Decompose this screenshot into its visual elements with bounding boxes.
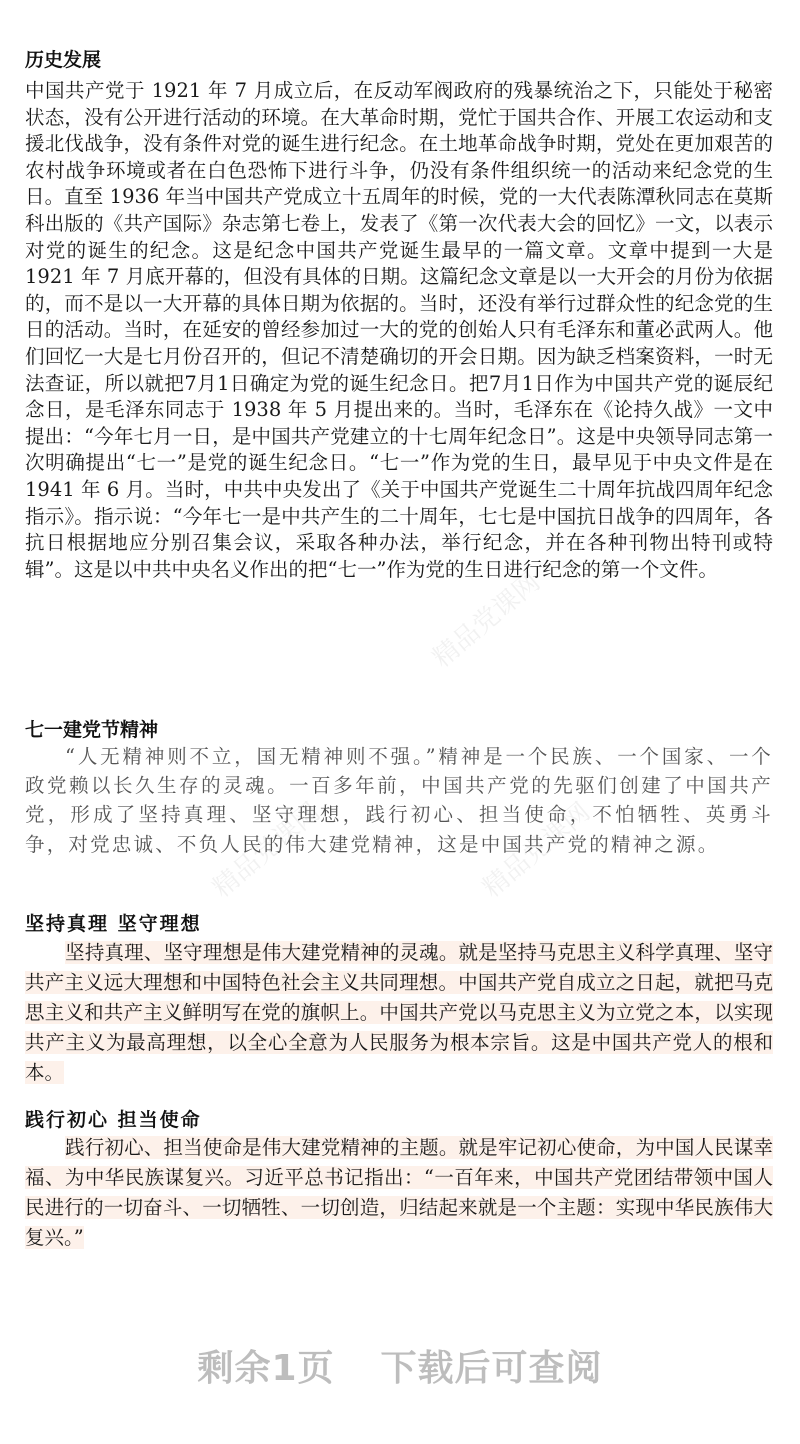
section-body-mission-text: 践行初心、担当使命是伟大建党精神的主题。就是牢记初心使命，为中国人民谋幸福、为中华民族谋复兴。习近平总书记指出：“一百年来，中国共产党团结带领中国人民进行的一切奋斗、一切牺牲、一切创造，归结起来就是一个主题：实现中华民族伟大复兴。” [25, 1136, 773, 1249]
section-body-history: 中国共产党于 1921 年 7 月成立后，在反动军阀政府的残暴统治之下，只能处于秘密状态，没有公开进行活动的环境。在大革命时期，党忙于国共合作、开展工农运动和支援北伐战争，没有条件对党的诞生进行纪念。在土地革命战争时期，党处在更加艰苦的农村战争环境或者在白色恐怖下进行斗争，仍没有条件组织统一的活动来纪念党的生日。直至 1936 年当中国共产党成立十五周年的时候，党的一大代表陈潭秋同志在莫斯科出版的《共产国际》杂志第七卷上，发表了《第一次代表大会的回忆》一文，以表示对党的诞生的纪念。这是纪念中国共产党诞生最早的一篇文章。文章中提到一大是 1921 年 7 月底开幕的，但没有具体的日期。这篇纪念文章是以一大开会的月份为依据的，而不是以一大开幕的具体日期为依据的。当时，还没有举行过群众性的纪念党的生日的活动。当时，在延安的曾经参加过一大的党的创始人只有毛泽东和董必武两人。他们回忆一大是七月份召开的，但记不清楚确切的开会日期。因为缺乏档案资料，一时无法查证，所以就把7月1日确定为党的诞生纪念日。把7月1日作为中国共产党的诞辰纪念日，是毛泽东同志于 1938 年 5 月提出来的。当时，毛泽东在《论持久战》一文中提出：“今年七月一日，是中国共产党建立的十七周年纪念日”。这是中央领导同志第一次明确提出“七一”是党的诞生纪念日。“七一”作为党的生日，最早见于中央文件是在 1941 年 6 月。当时，中共中央发出了《关于中国共产党诞生二十周年抗战四周年纪念指示》。指示说：“今年七一是中共产生的二十周年，七七是中国抗日战争的四周年，各抗日根据地应分别召集会议，采取各种办法，举行纪念，并在各种刊物出特刊或特辑”。这是以中共中央名义作出的把“七一”作为党的生日进行纪念的第一个文件。 [25, 79, 773, 581]
section-title-spirit: 七一建党节精神 [25, 719, 159, 741]
watermark: 精品党课网 [427, 567, 547, 674]
section-body-truth-text: 坚持真理、坚守理想是伟大建党精神的灵魂。就是坚持马克思主义科学真理、坚守共产主义远大理想和中国特色社会主义共同理想。中国共产党自成立之日起，就把马克思主义和共产主义鲜明写在党的旗帜上。中国共产党以马克思主义为立党之本，以实现共产主义为最高理想，以全心全意为人民服务为根本宗旨。这是中国共产党人的根和本。 [25, 941, 773, 1084]
section-body-spirit [25, 742, 773, 859]
watermark: 精品党课网 [207, 797, 327, 904]
section-title-mission: 践行初心 担当使命 [25, 1109, 202, 1131]
download-to-view-label[interactable]: 下载后可查阅 [380, 1348, 603, 1389]
watermark: 精品党课网 [477, 797, 597, 904]
download-prompt[interactable] [0, 1340, 800, 1391]
section-title-truth: 坚持真理 坚守理想 [25, 913, 202, 935]
section-body-spirit-text: “人无精神则不立，国无精神则不强。”精神是一个民族、一个国家、一个政党赖以长久生存的灵魂。一百多年前，中国共产党的先驱们创建了中国共产党，形成了坚持真理、坚守理想，践行初心、担当使命，不怕牺牲、英勇斗争，对党忠诚、不负人民的伟大建党精神，这是中国共产党的精神之源。 [25, 745, 773, 856]
section-body-mission [25, 1133, 773, 1253]
section-title-history: 历史发展 [25, 49, 102, 71]
section-body-truth [25, 938, 773, 1088]
remaining-pages-label: 剩余1页 [197, 1348, 335, 1389]
